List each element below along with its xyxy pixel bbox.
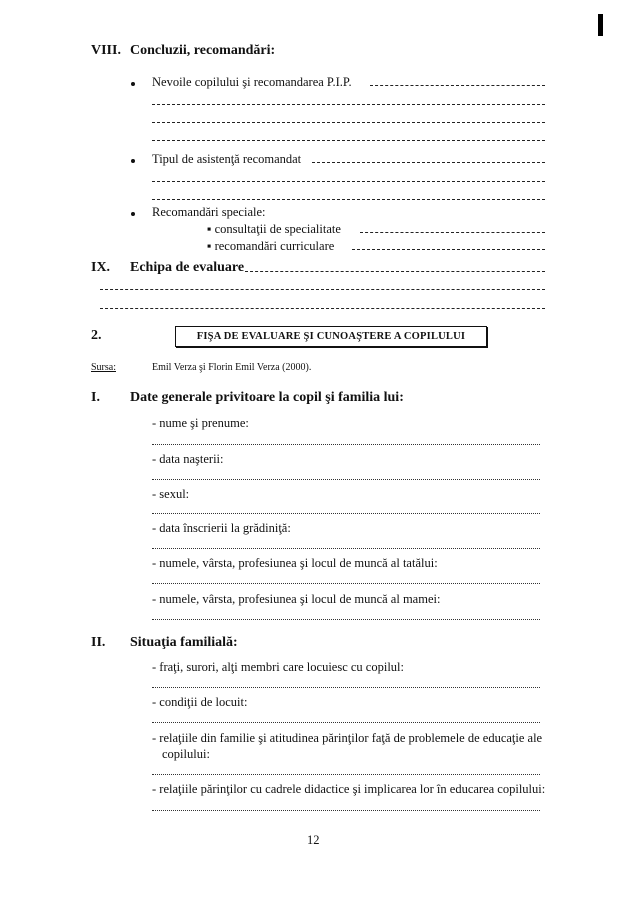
dashed-line	[312, 162, 545, 163]
dashed-line	[152, 104, 545, 105]
source-text: Emil Verza şi Florin Emil Verza (2000).	[152, 362, 312, 373]
assistance-type-label: Tipul de asistenţă recomandat	[152, 152, 302, 166]
field-siblings-label: - fraţi, surori, alţi membri care locuiesc cu copilul:	[152, 660, 404, 674]
dotted-line	[152, 774, 540, 775]
dashed-line	[152, 181, 545, 182]
section-ix-title: Echipa de evaluare	[130, 260, 245, 275]
dashed-line	[152, 122, 545, 123]
field-birthdate-label: - data naşterii:	[152, 452, 224, 466]
page-number: 12	[307, 833, 320, 847]
bullet-dot	[131, 82, 135, 86]
source-label: Sursa:	[91, 362, 116, 373]
field-family-relations-label-cont: copilului:	[162, 747, 210, 761]
bullet-dot	[131, 159, 135, 163]
dotted-line	[152, 548, 540, 549]
dashed-line	[370, 85, 545, 86]
dotted-line	[152, 810, 540, 811]
section-2-number: 2.	[91, 328, 102, 343]
dotted-line	[152, 722, 540, 723]
special-recommendations-label: Recomandări speciale:	[152, 205, 266, 219]
scan-mark	[598, 14, 603, 36]
field-family-relations-label: - relaţiile din familie şi atitudinea părinţilor faţă de problemele de educaţie ale	[152, 731, 543, 745]
dashed-line	[100, 308, 545, 309]
section-i-title: Date generale privitoare la copil şi familia lui:	[130, 390, 404, 405]
field-sex-label: - sexul:	[152, 487, 190, 501]
specialist-consultations-label: ▪ consultaţii de specialitate	[207, 222, 341, 236]
dotted-line	[152, 444, 540, 445]
recommendation-pip-label: Nevoile copilului şi recomandarea P.I.P.	[152, 75, 352, 89]
field-parent-teacher-label: - relaţiile părinţilor cu cadrele didactice şi implicarea lor în educarea copilului:	[152, 782, 546, 796]
section-viii-title: Concluzii, recomandări:	[130, 43, 276, 58]
dotted-line	[152, 687, 540, 688]
dashed-line	[100, 289, 545, 290]
field-name-label: - nume şi prenume:	[152, 416, 249, 430]
dotted-line	[152, 583, 540, 584]
dashed-line	[352, 249, 545, 250]
field-housing-label: - condiţii de locuit:	[152, 695, 248, 709]
section-ii-title: Situaţia familială:	[130, 635, 238, 650]
dotted-line	[152, 619, 540, 620]
dashed-line	[152, 199, 545, 200]
field-father-info-label: - numele, vârsta, profesiunea şi locul de muncă al tatălui:	[152, 556, 438, 570]
dashed-line	[360, 232, 545, 233]
dashed-line	[245, 271, 545, 272]
section-i-number: I.	[91, 390, 100, 405]
dashed-line	[152, 140, 545, 141]
section-ix-number: IX.	[91, 260, 111, 275]
dotted-line	[152, 479, 540, 480]
curricular-recommendations-label: ▪ recomandări curriculare	[207, 239, 335, 253]
section-ii-number: II.	[91, 635, 106, 650]
bullet-dot	[131, 212, 135, 216]
section-viii-number: VIII.	[91, 43, 121, 58]
field-mother-info-label: - numele, vârsta, profesiunea şi locul de muncă al mamei:	[152, 592, 441, 606]
dotted-line	[152, 513, 540, 514]
form-title-box: FIŞA DE EVALUARE ŞI CUNOAŞTERE A COPILULUI	[175, 326, 487, 347]
field-enrollment-date-label: - data înscrierii la grădiniţă:	[152, 521, 291, 535]
